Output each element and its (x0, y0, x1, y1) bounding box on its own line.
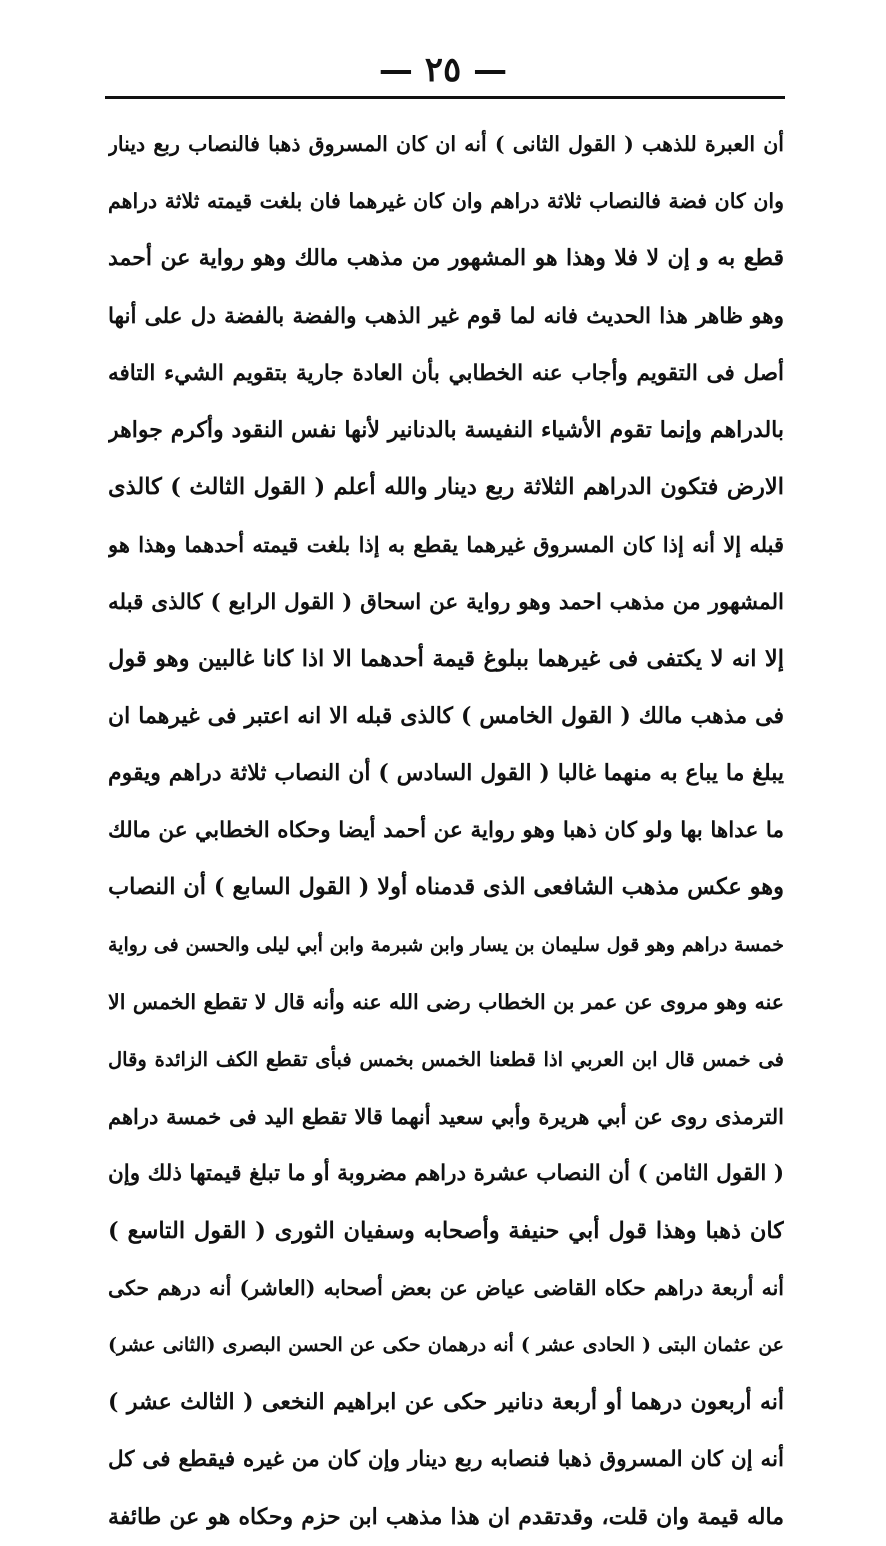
text-line: كان ذهبا وهذا قول أبي حنيفة وأصحابه وسفيان الثورى ( القول التاسع ) (108, 1217, 784, 1244)
text-line: عن عثمان البتى ( الحادى عشر ) أنه درهمان حكى عن الحسن البصرى (الثانى عشر) (108, 1333, 784, 1356)
text-line: ما عداها بها ولو كان ذهبا وهو رواية عن أحمد أيضا وحكاه الخطابي عن مالك (108, 818, 784, 844)
text-line: عنه وهو مروى عن عمر بن الخطاب رضى الله عنه وأنه قال لا تقطع الخمس الا (108, 989, 784, 1014)
text-line: أصل فى التقويم وأجاب عنه الخطابي بأن العادة جارية بتقويم الشيء التافه (108, 360, 784, 386)
text-line: أنه أربعة دراهم حكاه القاضى عياض عن بعض أصحابه (العاشر) أنه درهم حكى (108, 1275, 784, 1300)
text-line: وهو عكس مذهب الشافعى الذى قدمناه أولا ( القول السابع ) أن النصاب (108, 874, 784, 901)
text-line: أنه أربعون درهما أو أربعة دنانير حكى عن ابراهيم النخعى ( الثالث عشر ) (108, 1389, 784, 1416)
text-line: الارض فتكون الدراهم الثلاثة ربع دينار والله أعلم ( القول الثالث ) كالذى (108, 474, 784, 501)
text-line: قبله إلا أنه إذا كان المسروق غيرهما يقطع به إذا بلغت قيمته أحدهما وهذا هو (108, 532, 784, 558)
text-line: قطع به و إن لا فلا وهذا هو المشهور من مذهب مالك وهو رواية عن أحمد (108, 245, 784, 272)
body-text (108, 116, 784, 1546)
text-line: ماله قيمة وان قلت، وقدتقدم ان هذا مذهب ابن حزم وحكاه هو عن طائفة (108, 1503, 784, 1530)
text-line: بالدراهم وإنما تقوم الأشياء النفيسة بالدنانير لأنها نفس النقود وأكرم جواهر (108, 416, 784, 443)
text-line: المشهور من مذهب احمد وهو رواية عن اسحاق ( القول الرابع ) كالذى قبله (108, 589, 784, 615)
text-line: فى خمس قال ابن العربي اذا قطعنا الخمس بخمس فبأى تقطع الكف الزائدة وقال (108, 1048, 784, 1071)
header-rule (105, 96, 785, 99)
text-line: الترمذى روى عن أبي هريرة وأبي سعيد أنهما قالا تقطع اليد فى خمسة دراهم (108, 1104, 784, 1130)
text-line: وهو ظاهر هذا الحديث فانه لما قوم غير الذهب والفضة بالفضة دل على أنها (108, 303, 784, 329)
text-line: إلا انه لا يكتفى فى غيرهما ببلوغ قيمة أحدهما الا اذا كانا غالبين وهو قول (108, 645, 784, 672)
text-line: أن العبرة للذهب ( القول الثانى ) أنه ان كان المسروق ذهبا فالنصاب ربع دينار (108, 132, 784, 156)
page-number: — ٢٥ — (378, 50, 508, 90)
text-line: خمسة دراهم وهو قول سليمان بن يسار وابن شبرمة وابن أبي ليلى والحسن فى رواية (108, 933, 784, 956)
text-line: يبلغ ما يباع به منهما غالبا ( القول السادس ) أن النصاب ثلاثة دراهم ويقوم (108, 760, 784, 787)
text-line: أنه إن كان المسروق ذهبا فنصابه ربع دينار وإن كان من غيره فيقطع فى كل (108, 1447, 784, 1473)
text-line: ( القول الثامن ) أن النصاب عشرة دراهم مضروبة أو ما تبلغ قيمتها ذلك وإن (108, 1161, 784, 1187)
text-line: فى مذهب مالك ( القول الخامس ) كالذى قبله الا انه اعتبر فى غيرهما ان (108, 702, 784, 729)
text-line: وان كان فضة فالنصاب ثلاثة دراهم وان كان غيرهما فان بلغت قيمته ثلاثة دراهم (108, 189, 784, 214)
